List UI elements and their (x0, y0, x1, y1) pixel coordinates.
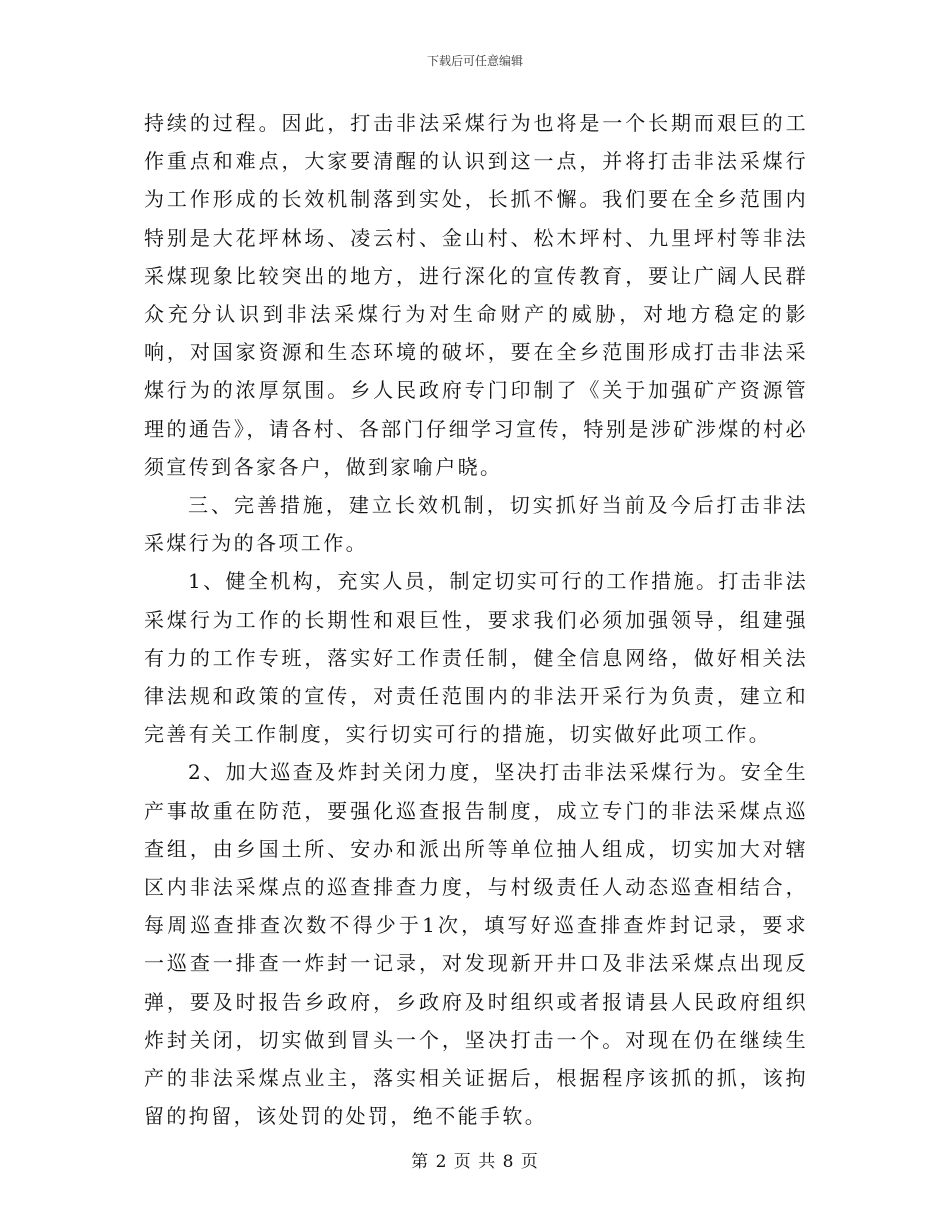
paragraph-item-two: 2、加大巡查及炸封关闭力度，坚决打击非法采煤行为。安全生产事故重在防范，要强化巡查报告制度，成立专门的非法采煤点巡查组，由乡国土所、安办和派出所等单位抽人组成，切实加大对辖区内非法采煤点的巡查排查力度，与村级责任人动态巡查相结合，每周巡查排查次数不得少于1次，填写好巡查排查炸封记录，要求一巡查一排查一炸封一记录，对发现新开井口及非法采煤点出现反弹，要及时报告乡政府，乡政府及时组织或者报请县人民政府组织炸封关闭，切实做到冒头一个，坚决打击一个。对现在仍在继续生产的非法采煤点业主，落实相关证据后，根据程序该抓的抓，该拘留的拘留，该处罚的处罚，绝不能手软。 (144, 760, 808, 1129)
paragraph-continuation: 持续的过程。因此，打击非法采煤行为也将是一个长期而艰巨的工作重点和难点，大家要清醒的认识到这一点，并将打击非法采煤行为工作形成的长效机制落到实处，长抓不懈。我们要在全乡范围内特别是大花坪林场、凌云村、金山村、松木坪村、九里坪村等非法采煤现象比较突出的地方，进行深化的宣传教育，要让广阔人民群众充分认识到非法采煤行为对生命财产的威胁，对地方稳定的影响，对国家资源和生态环境的破坏，要在全乡范围形成打击非法采煤行为的浓厚氛围。乡人民政府专门印制了《关于加强矿产资源管理的通告》，请各村、各部门仔细学习宣传，特别是涉矿涉煤的村必须宣传到各家各户，做到家喻户晓。 (144, 111, 808, 479)
document-body (144, 104, 808, 1135)
paragraph-section-three-heading: 三、完善措施，建立长效机制，切实抓好当前及今后打击非法采煤行为的各项工作。 (144, 493, 808, 556)
paragraph-item-one: 1、健全机构，充实人员，制定切实可行的工作措施。打击非法采煤行为工作的长期性和艰巨性，要求我们必须加强领导，组建强有力的工作专班，落实好工作责任制，健全信息网络，做好相关法律法规和政策的宣传，对责任范围内的非法开采行为负责，建立和完善有关工作制度，实行切实可行的措施，切实做好此项工作。 (144, 569, 808, 747)
page-header: 下载后可任意编辑 (426, 54, 523, 68)
page-number: 第 2 页 共 8 页 (411, 1152, 539, 1172)
